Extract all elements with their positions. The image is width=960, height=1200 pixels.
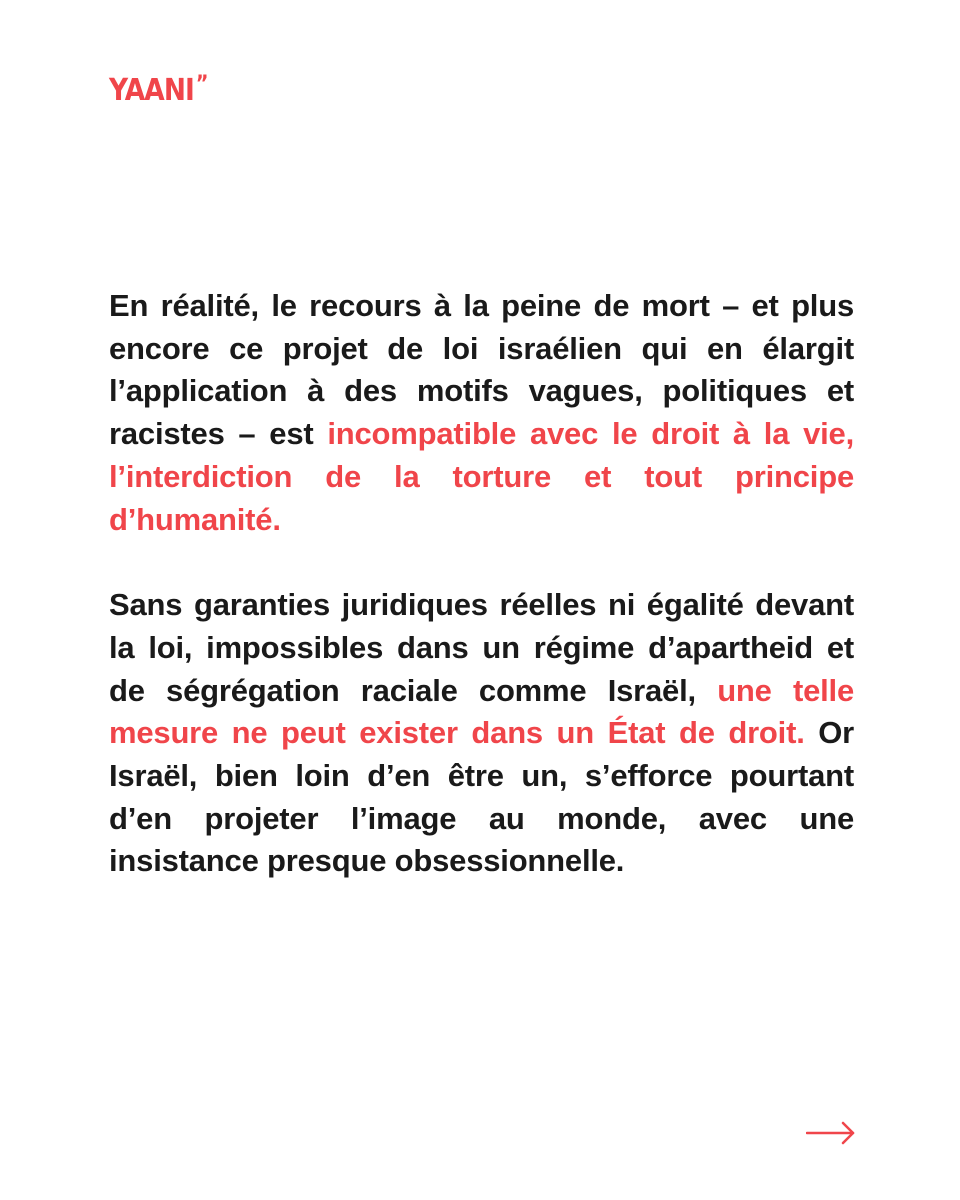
paragraph-2-text-start: Sans garanties juridiques réelles ni égalité devant la loi, impossibles dans un régime d’apartheid et de ségrégation raciale comme Israël, xyxy=(109,587,854,708)
paragraph-1-text: En réalité, le recours à la peine de mort – et plus encore ce projet de loi israélien qui en élargit l’application à des motifs vagues, politiques et racistes – est xyxy=(109,288,854,452)
arrow-right-icon[interactable] xyxy=(806,1118,856,1148)
brand-logo xyxy=(109,72,208,108)
paragraph-1 xyxy=(109,285,854,541)
paragraph-1-highlight: incompatible avec le droit à la vie, l’interdiction de la torture et tout principe d’humanité. xyxy=(109,416,854,537)
brand-mark: ” xyxy=(195,72,208,97)
brand-name: YAANI xyxy=(109,73,194,108)
paragraph-2-highlight: une telle mesure ne peut exister dans un État de droit. xyxy=(109,672,854,751)
paragraph-2 xyxy=(109,584,854,883)
article-body xyxy=(109,285,854,883)
paragraph-2-text-end: Or Israël, bien loin d’en être un, s’efforce pourtant d’en projeter l’image au monde, avec une insistance presque obsessionnelle. xyxy=(109,715,854,879)
